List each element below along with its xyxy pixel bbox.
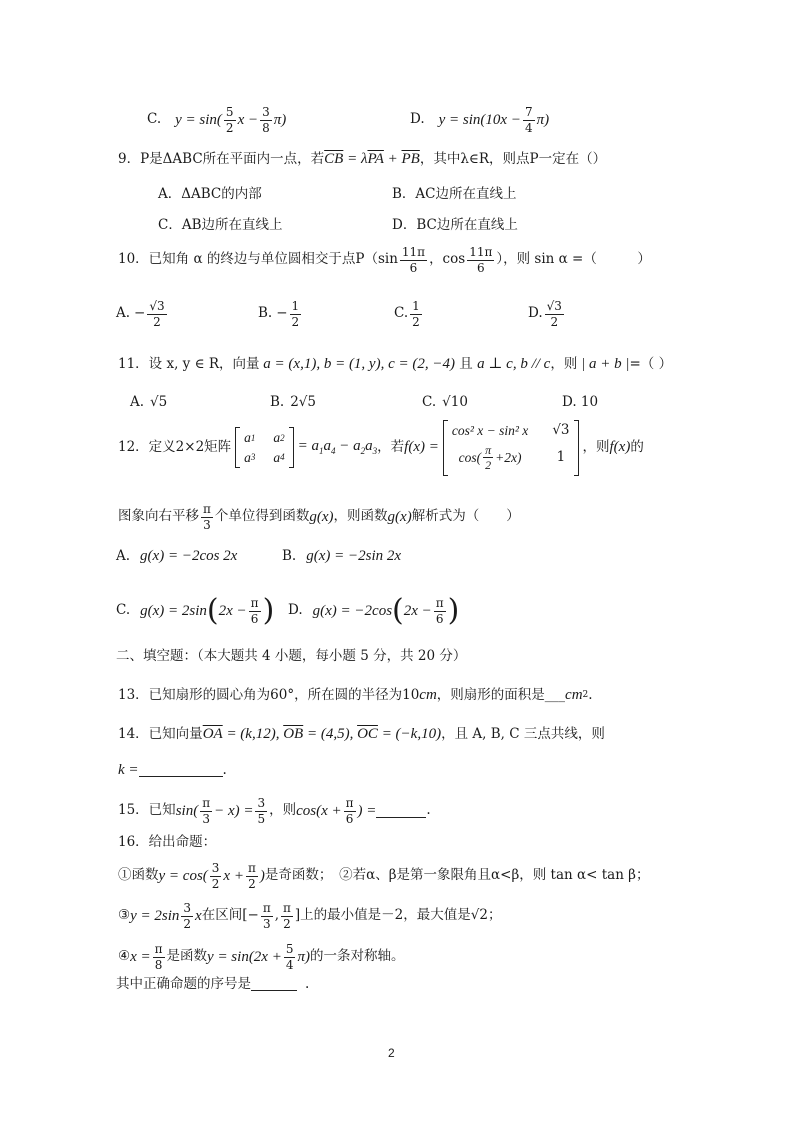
q10-option-c: C. $\frac{1}{2}$ xyxy=(394,299,420,329)
q8-option-d-label: D. xyxy=(410,111,425,128)
q8-option-c-formula: y = sin( xyxy=(175,111,222,128)
q15: 15．已知 sin( $\frac{\pi}{3}$ − x) = $\frac{3}{5}$ ，则 cos(x + $\frac{\pi}{6}$ ) = . xyxy=(118,796,431,826)
frac: $\frac{5}{2}$ xyxy=(225,105,234,135)
q12-option-c: C. g(x) = 2sin ( 2x − $\frac{\pi}{6}$ ) xyxy=(116,593,275,628)
q9-option-a: A．ΔABC的内部 xyxy=(158,186,262,202)
q12-option-d: D. g(x) = −2cos ( 2x − $\frac{\pi}{6}$ ) xyxy=(288,593,460,628)
matrix-f: cos² x − sin² x √3 cos( $\frac{\pi}{2}$ +2x) 1 xyxy=(443,420,579,476)
q13: 13．已知扇形的圆心角为60°，所在圆的半径为10 cm ，则扇形的面积是___ cm 2 . xyxy=(118,686,593,703)
q16-proposition-1-2: ①函数 y = cos( $\frac{3}{2}$ x + $\frac{\pi}{2}$ ) 是奇函数； ②若α、β是第一象限角且α<β，则 tan α< tan β； xyxy=(118,861,650,891)
q14-answer-blank[interactable] xyxy=(139,764,223,777)
page-number: 2 xyxy=(388,1046,395,1060)
q8-option-c-label: C. xyxy=(147,111,162,128)
q8-option-c: C. y = sin( $\frac{5}{2}$ x − $\frac{3}{8}$ π) xyxy=(147,105,287,135)
q11-option-c: C. √10 xyxy=(422,394,468,410)
q16-answer-blank[interactable] xyxy=(251,978,297,991)
q14: 14．已知向量 $\overline{OA}$ = (k,12), $\overline{OB}$ = (4,5), $\overline{OC}$ = (−k,10) ，且 A, B, C 三点共线，则 xyxy=(118,725,605,742)
q15-answer-blank[interactable] xyxy=(376,805,426,818)
q16-proposition-4: ④ x = $\frac{\pi}{8}$ 是函数 y = sin(2x + $\frac{5}{4}$ π) 的一条对称轴。 xyxy=(118,942,405,972)
q14-line2: k = . xyxy=(118,761,227,778)
q16-proposition-3: ③ y = 2sin $\frac{3}{2}$ x 在区间 [− $\frac{\pi}{3}$ , $\frac{\pi}{2}$ ] 上的最小值是－2，最大值是 √2 ； xyxy=(118,901,502,931)
q10-option-d: D. $\frac{√3}{2}$ xyxy=(528,299,562,329)
section-2-title: 二、填空题：（本大题共 4 小题，每小题 5 分，共 20 分） xyxy=(116,648,467,664)
q11-stem: 11．设 x, y ∈ R，向量 a = (x,1), b = (1, y), c = (2, −4) 且 a ⊥ c, b // c ，则 | a + b | =（ ） xyxy=(118,355,673,372)
q9-option-c: C．AB边所在直线上 xyxy=(158,217,283,233)
q9-option-d: D．BC边所在直线上 xyxy=(392,217,518,233)
q9-stem: 9．P是ΔABC所在平面内一点，若 $\overline{CB}$ = λ $\overline{PA}$ + $\overline{PB}$ ，其中λ∈R，则点P一定在（） xyxy=(118,150,607,167)
q12-option-b: B. g(x) = −2sin 2x xyxy=(282,547,402,564)
q10-stem: 10．已知角 α 的终边与单位圆相交于点P（sin $\frac{11\pi}{6}$ ，cos $\frac{11\pi}{6}$ ），则 sin α =（ ） xyxy=(118,245,651,275)
q12-stem-line2: 图象向右平移 $\frac{\pi}{3}$ 个单位得到函数 g(x) ，则函数 g(x) 解析式为（ ） xyxy=(118,502,520,532)
q11-option-b: B. 2√5 xyxy=(270,394,316,410)
q16-title: 16．给出命题： xyxy=(118,834,217,850)
q9-option-b: B．AC边所在直线上 xyxy=(392,186,517,202)
q12-stem: 12．定义2×2矩阵 a 1 a 2 a 3 a 4 = $a_1a_4 - a_2a_3$ ，若 f(x) = cos² x − sin² x √3 cos( $\frac{\pi}{2}$ +2x) 1 ，则 f(x) 的 xyxy=(118,420,644,476)
q11-option-d: D. 10 xyxy=(562,394,599,410)
matrix-definition: a 1 a 2 a 3 a 4 xyxy=(235,427,294,468)
q16-answer: 其中正确命题的序号是 . xyxy=(116,976,310,992)
q8-option-d: D. y = sin(10x − $\frac{7}{4}$ π) xyxy=(410,105,550,135)
q10-option-b: B. − $\frac{1}{2}$ xyxy=(258,299,300,329)
q12-option-a: A. g(x) = −2cos 2x xyxy=(116,547,238,564)
q11-option-a: A. √5 xyxy=(130,394,168,410)
q10-option-a: A. − $\frac{√3}{2}$ xyxy=(116,299,165,329)
